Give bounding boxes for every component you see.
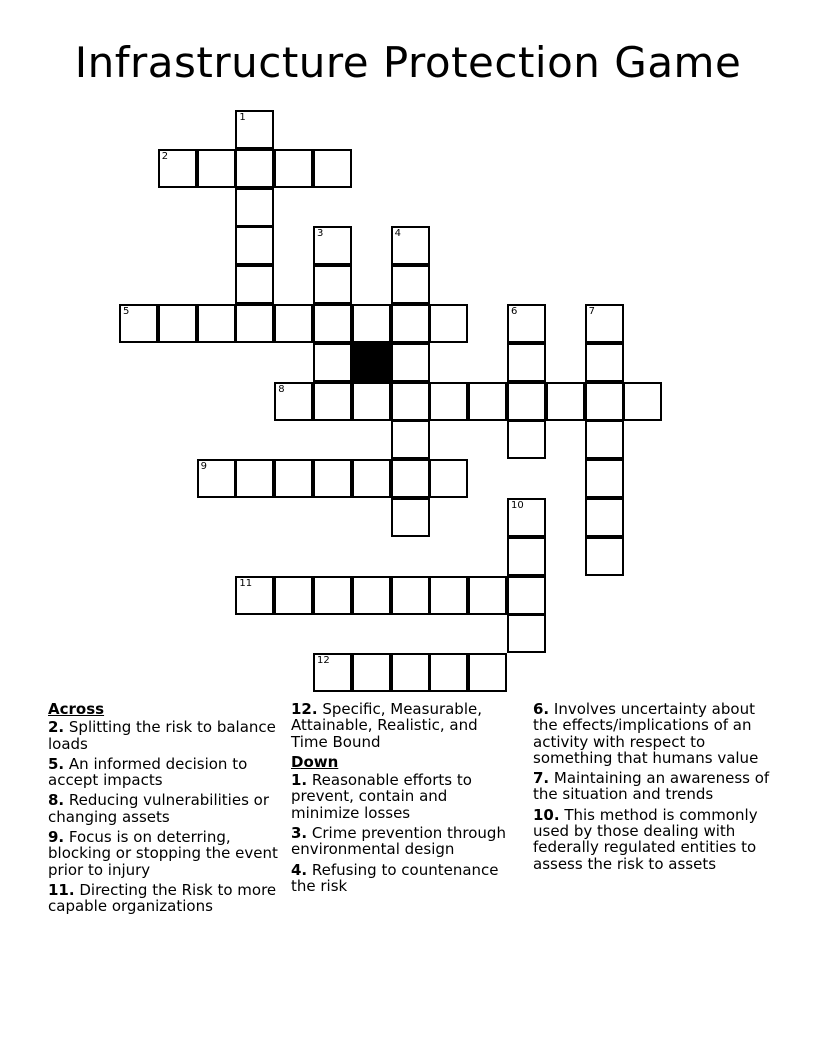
grid-cell[interactable] (468, 382, 507, 421)
across-clue[interactable] (48, 719, 283, 752)
grid-cell[interactable] (585, 498, 624, 537)
grid-cell[interactable] (391, 343, 430, 382)
grid-cell[interactable] (313, 265, 352, 304)
grid-cell[interactable] (585, 420, 624, 459)
grid-cell[interactable] (313, 459, 352, 498)
grid-cell[interactable] (391, 265, 430, 304)
grid-cell[interactable] (507, 343, 546, 382)
clue-text: Reasonable efforts to prevent, contain and minimize losses (291, 771, 472, 822)
puzzle-title: Infrastructure Protection Game (74, 38, 742, 87)
cell-number: 4 (394, 228, 401, 240)
grid-cell[interactable] (507, 537, 546, 576)
grid-cell[interactable] (507, 304, 546, 343)
grid-cell[interactable] (274, 382, 313, 421)
grid-cell[interactable] (546, 382, 585, 421)
grid-cell[interactable] (585, 304, 624, 343)
clue-text: Directing the Risk to more capable organizations (48, 880, 277, 916)
across-heading: Across (48, 700, 105, 718)
down-heading: Down (291, 752, 339, 771)
grid-cell[interactable] (391, 459, 430, 498)
grid-cell[interactable] (313, 149, 352, 188)
clue-column-1 (48, 701, 283, 919)
grid-cell[interactable] (274, 459, 313, 498)
clue-number: 6. (533, 700, 550, 718)
clue-text: Involves uncertainty about the effects/implications of an activity with respect to something that humans value (533, 700, 759, 767)
grid-cell[interactable] (623, 382, 662, 421)
clue-number: 12. (291, 700, 318, 718)
cell-number: 2 (161, 150, 169, 162)
grid-cell[interactable] (197, 304, 236, 343)
down-clue[interactable] (533, 770, 773, 803)
grid-cell[interactable] (468, 653, 507, 692)
grid-cell[interactable] (391, 304, 430, 343)
grid-cell[interactable] (313, 576, 352, 615)
clue-number: 3. (291, 824, 308, 843)
grid-cell[interactable] (235, 149, 274, 188)
cell-number: 7 (588, 306, 595, 317)
cell-number: 9 (200, 461, 207, 473)
cell-number: 5 (123, 306, 130, 317)
grid-cell[interactable] (429, 304, 468, 343)
cell-number: 8 (278, 383, 285, 395)
down-clue[interactable] (533, 701, 773, 766)
grid-cell[interactable] (235, 110, 274, 149)
clue-number: 5. (48, 754, 65, 773)
grid-cell[interactable] (391, 498, 430, 537)
clue-text: Reducing vulnerabilities or changing assets (48, 791, 269, 826)
grid-cell[interactable] (313, 653, 352, 692)
grid-cell[interactable] (585, 382, 624, 421)
down-clue[interactable] (533, 807, 773, 872)
across-clue[interactable] (48, 882, 283, 915)
clue-number: 1. (291, 771, 308, 790)
clue-text: Refusing to countenance the risk (291, 860, 499, 895)
grid-cell[interactable] (197, 149, 236, 188)
clue-number: 2. (48, 718, 65, 737)
grid-cell[interactable] (507, 576, 546, 615)
clue-text: Maintaining an awareness of the situation and trends (533, 769, 770, 804)
black-cell (352, 343, 391, 382)
grid-cell[interactable] (352, 304, 391, 343)
grid-cell[interactable] (197, 459, 236, 498)
across-clue[interactable] (48, 792, 283, 825)
grid-cell[interactable] (235, 265, 274, 304)
grid-cell[interactable] (352, 382, 391, 421)
cell-number: 12 (317, 655, 330, 667)
grid-cell[interactable] (507, 382, 546, 421)
grid-cell[interactable] (391, 653, 430, 692)
grid-cell[interactable] (235, 304, 274, 343)
grid-cell[interactable] (585, 343, 624, 382)
clue-text: Crime prevention through environmental design (291, 824, 506, 859)
grid-cell[interactable] (313, 343, 352, 382)
clue-number: 9. (48, 828, 65, 847)
grid-cell[interactable] (158, 149, 197, 188)
clue-text: An informed decision to accept impacts (48, 754, 248, 790)
across-clue[interactable] (48, 756, 283, 789)
cell-number: 6 (511, 306, 518, 317)
cell-number: 1 (239, 112, 246, 123)
clue-text: Focus is on deterring, blocking or stopping the event prior to injury (48, 828, 278, 879)
grid-cell[interactable] (429, 382, 468, 421)
clue-column-3 (533, 701, 773, 876)
grid-cell[interactable] (274, 149, 313, 188)
grid-cell[interactable] (235, 188, 274, 227)
grid-cell[interactable] (507, 498, 546, 537)
down-clue[interactable] (291, 772, 513, 821)
grid-cell[interactable] (468, 576, 507, 615)
grid-cell[interactable] (585, 537, 624, 576)
clue-text: Splitting the risk to balance loads (48, 718, 276, 753)
clue-text: Specific, Measurable, Attainable, Realistic, and Time Bound (291, 700, 482, 751)
grid-cell[interactable] (429, 459, 468, 498)
grid-cell[interactable] (274, 576, 313, 615)
clue-number: 7. (533, 769, 550, 788)
grid-cell[interactable] (585, 459, 624, 498)
grid-cell[interactable] (235, 459, 274, 498)
clue-number: 4. (291, 860, 308, 879)
grid-cell[interactable] (313, 226, 352, 265)
down-clue[interactable] (291, 862, 513, 895)
grid-cell[interactable] (507, 614, 546, 653)
clue-number: 10. (533, 805, 560, 824)
clue-column-2 (291, 701, 513, 898)
grid-cell[interactable] (429, 576, 468, 615)
grid-cell[interactable] (313, 382, 352, 421)
grid-cell[interactable] (235, 226, 274, 265)
grid-cell[interactable] (274, 304, 313, 343)
grid-cell[interactable] (352, 576, 391, 615)
grid-cell[interactable] (352, 653, 391, 692)
grid-cell[interactable] (313, 304, 352, 343)
cell-number: 11 (239, 577, 253, 589)
clue-text: This method is commonly used by those dealing with federally regulated entities to assess the risk to assets (533, 805, 758, 873)
grid-cell[interactable] (507, 420, 546, 459)
grid-cell[interactable] (235, 576, 274, 615)
grid-cell[interactable] (429, 653, 468, 692)
grid-cell[interactable] (158, 304, 197, 343)
grid-cell[interactable] (391, 382, 430, 421)
clue-number: 8. (48, 791, 65, 810)
grid-cell[interactable] (119, 304, 158, 343)
grid-cell[interactable] (352, 459, 391, 498)
clue-number: 11. (48, 880, 75, 899)
down-clue[interactable] (291, 825, 513, 858)
grid-cell[interactable] (391, 226, 430, 265)
cell-number: 3 (317, 228, 324, 240)
grid-cell[interactable] (391, 420, 430, 459)
cell-number: 10 (511, 500, 524, 511)
across-clue[interactable] (48, 829, 283, 878)
across-clue[interactable] (291, 701, 513, 750)
grid-cell[interactable] (391, 576, 430, 615)
